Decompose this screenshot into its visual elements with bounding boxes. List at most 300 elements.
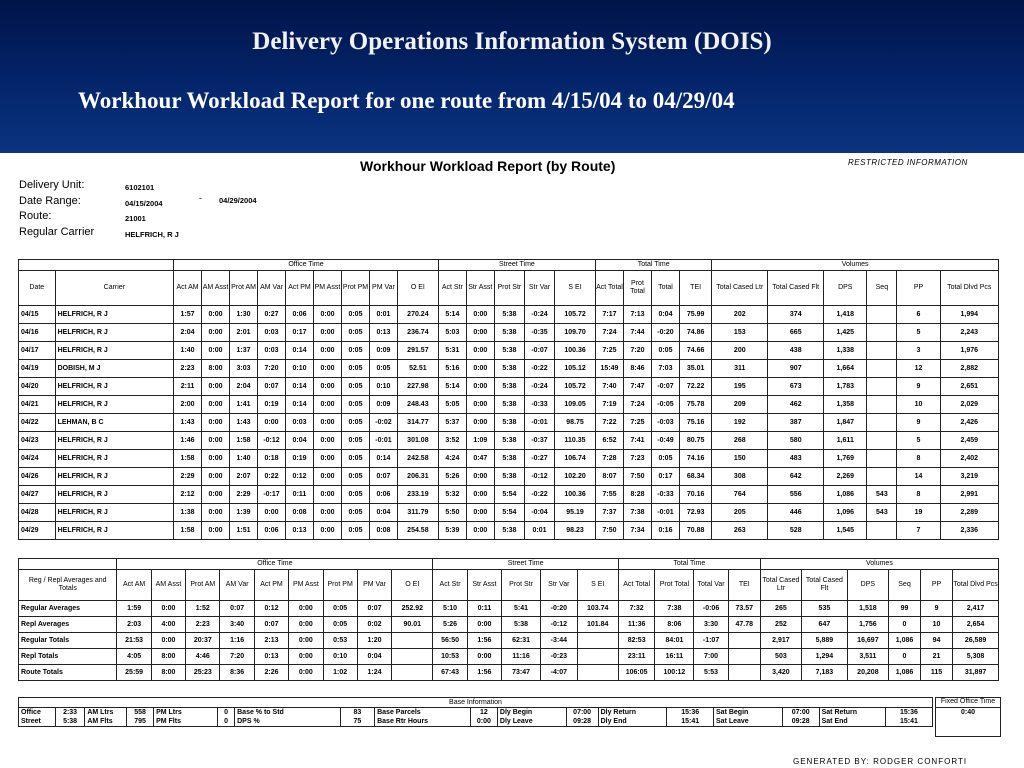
daily-cell: 6 — [897, 306, 940, 324]
summary-cell: 20,208 — [847, 665, 888, 681]
daily-cell: 0:10 — [286, 360, 314, 378]
daily-cell: 5:38 — [494, 342, 524, 360]
summary-cell: 0:12 — [254, 601, 288, 617]
daily-cell: 1:46 — [174, 432, 202, 450]
daily-cell: 0:05 — [651, 342, 679, 360]
daily-header-cell: Act Str — [438, 271, 466, 306]
daily-cell: 0:00 — [466, 504, 494, 522]
daily-cell: HELFRICH, R J — [55, 324, 173, 342]
daily-cell: 1,425 — [824, 324, 867, 342]
base-info-cell: 09:28 — [566, 717, 598, 727]
summary-group-blank — [19, 559, 117, 570]
daily-cell: 1:43 — [230, 414, 258, 432]
slide-title: Delivery Operations Information System (DOIS) — [252, 28, 772, 55]
daily-cell: 7:25 — [623, 414, 651, 432]
daily-cell: 2:04 — [230, 378, 258, 396]
daily-cell: 270.24 — [397, 306, 438, 324]
route-value: 21001 — [125, 214, 146, 223]
daily-cell: 438 — [768, 342, 824, 360]
summary-cell: 252 — [760, 617, 801, 633]
base-info-cell: Base Rtr Hours — [375, 717, 471, 727]
daily-group-office: Office Time — [174, 260, 439, 271]
daily-cell: 74.16 — [679, 450, 711, 468]
daily-cell: 8 — [897, 450, 940, 468]
summary-header-cell: Act PM — [254, 570, 288, 601]
summary-cell: 1:52 — [186, 601, 220, 617]
daily-cell: 1:58 — [174, 450, 202, 468]
daily-cell: 0:00 — [313, 342, 341, 360]
daily-cell: 0:00 — [313, 432, 341, 450]
daily-cell: 7:24 — [596, 324, 624, 342]
daily-cell: -0:33 — [651, 486, 679, 504]
daily-cell: 0:00 — [466, 306, 494, 324]
summary-cell: Regular Averages — [19, 601, 117, 617]
daily-cell: 04/27 — [19, 486, 56, 504]
summary-cell: 1,086 — [888, 633, 920, 649]
summary-cell: 0:53 — [323, 633, 357, 649]
daily-cell: 109.70 — [555, 324, 596, 342]
daily-cell: 0:05 — [341, 468, 369, 486]
base-info-cell: Base % to Std — [235, 708, 341, 718]
daily-cell: 0:05 — [341, 342, 369, 360]
daily-cell: 5:38 — [494, 378, 524, 396]
daily-cell: 04/28 — [19, 504, 56, 522]
route-label: Route: — [19, 210, 52, 222]
daily-cell: 0:18 — [258, 450, 286, 468]
daily-cell: 248.43 — [397, 396, 438, 414]
summary-header-cell: PM Var — [357, 570, 391, 601]
daily-cell: 0:07 — [369, 468, 397, 486]
summary-header-cell: Total Cased Flt — [802, 570, 848, 601]
range-to: 04/29/2004 — [219, 196, 257, 205]
daily-header-cell: Str Var — [524, 271, 554, 306]
daily-cell: 209 — [712, 396, 768, 414]
daily-cell: 5:38 — [494, 414, 524, 432]
daily-cell: -0:24 — [524, 306, 554, 324]
daily-cell: 0:00 — [313, 306, 341, 324]
daily-cell: 74.66 — [679, 342, 711, 360]
base-info-cell: Dly Return — [598, 708, 667, 718]
daily-cell: 0:00 — [466, 378, 494, 396]
daily-cell: 314.77 — [397, 414, 438, 432]
summary-cell: 7:38 — [655, 601, 694, 617]
daily-header-cell: Prot Total — [623, 271, 651, 306]
daily-cell: 100.36 — [555, 342, 596, 360]
daily-row — [19, 306, 999, 324]
daily-header-cell: Str Asst — [466, 271, 494, 306]
daily-header-cell: Seq — [867, 271, 897, 306]
daily-cell: 04/19 — [19, 360, 56, 378]
summary-cell: 5:38 — [502, 617, 541, 633]
summary-cell: 0:05 — [323, 601, 357, 617]
daily-cell: 2,426 — [940, 414, 998, 432]
daily-cell: 0:17 — [651, 468, 679, 486]
summary-header-cell: Act AM — [117, 570, 151, 601]
daily-cell: 7:20 — [623, 342, 651, 360]
daily-cell: 0:00 — [202, 450, 230, 468]
daily-cell: 0:00 — [202, 504, 230, 522]
daily-cell: 5 — [897, 324, 940, 342]
daily-cell: 1,976 — [940, 342, 998, 360]
daily-cell: 195 — [712, 378, 768, 396]
daily-cell: 5:37 — [438, 414, 466, 432]
daily-header-cell: DPS — [824, 271, 867, 306]
daily-cell: 0:05 — [341, 450, 369, 468]
daily-cell: 2:04 — [174, 324, 202, 342]
daily-cell: HELFRICH, R J — [55, 468, 173, 486]
summary-cell: 0:00 — [289, 601, 323, 617]
daily-cell: 0:05 — [341, 324, 369, 342]
daily-row — [19, 378, 999, 396]
summary-cell: 0:11 — [467, 601, 501, 617]
daily-cell: -0:49 — [651, 432, 679, 450]
summary-header-cell: S EI — [577, 570, 618, 601]
summary-cell: 3:40 — [220, 617, 254, 633]
daily-cell: 0:00 — [466, 396, 494, 414]
daily-cell: HELFRICH, R J — [55, 396, 173, 414]
base-info-row — [19, 708, 933, 718]
base-info-cell: Sat End — [819, 717, 885, 727]
daily-cell: HELFRICH, R J — [55, 342, 173, 360]
daily-cell: 80.75 — [679, 432, 711, 450]
daily-cell: 233.19 — [397, 486, 438, 504]
summary-header-cell: Str Asst — [467, 570, 501, 601]
summary-cell: 94 — [921, 633, 953, 649]
daily-cell: 7:40 — [596, 378, 624, 396]
daily-cell: 0:06 — [258, 522, 286, 540]
base-info-cell: 0 — [217, 717, 234, 727]
summary-cell: Regular Totals — [19, 633, 117, 649]
base-info-cell: 0 — [217, 708, 234, 718]
daily-cell: -0:20 — [651, 324, 679, 342]
daily-cell: 2,991 — [940, 486, 998, 504]
daily-cell: 100.36 — [555, 486, 596, 504]
daily-cell: 2,336 — [940, 522, 998, 540]
daily-cell: 0:05 — [341, 522, 369, 540]
daily-header-cell: PP — [897, 271, 940, 306]
range-label: Date Range: — [19, 194, 81, 207]
base-info-cell: 12 — [470, 708, 497, 718]
summary-cell: 73.57 — [728, 601, 760, 617]
daily-cell: -0:12 — [258, 432, 286, 450]
summary-cell: 647 — [802, 617, 848, 633]
daily-cell — [867, 378, 897, 396]
summary-cell: 115 — [921, 665, 953, 681]
daily-cell: 2,289 — [940, 504, 998, 522]
summary-cell: 4:05 — [117, 649, 151, 665]
daily-cell: 1,994 — [940, 306, 998, 324]
daily-cell: 0:05 — [651, 450, 679, 468]
base-info-cell: Dly Begin — [497, 708, 566, 718]
daily-cell: 1:39 — [230, 504, 258, 522]
fixed-office-time-value: 0:40 — [936, 707, 1000, 716]
daily-cell: 301.08 — [397, 432, 438, 450]
summary-cell: 10 — [921, 617, 953, 633]
daily-cell: 1:51 — [230, 522, 258, 540]
daily-cell: 556 — [768, 486, 824, 504]
daily-cell: 9 — [897, 414, 940, 432]
daily-cell: LEHMAN, B C — [55, 414, 173, 432]
daily-cell: 0:00 — [313, 396, 341, 414]
daily-cell: 04/26 — [19, 468, 56, 486]
daily-cell: 7:28 — [596, 450, 624, 468]
daily-cell: -0:35 — [524, 324, 554, 342]
daily-cell: 3,219 — [940, 468, 998, 486]
daily-cell: 105.12 — [555, 360, 596, 378]
daily-cell: 7 — [897, 522, 940, 540]
daily-cell — [867, 522, 897, 540]
daily-cell: 70.88 — [679, 522, 711, 540]
daily-cell: -0:03 — [651, 414, 679, 432]
summary-cell: 3,420 — [760, 665, 801, 681]
daily-cell: 52.51 — [397, 360, 438, 378]
daily-header-cell: Total — [651, 271, 679, 306]
summary-cell — [577, 665, 618, 681]
daily-cell: 2:23 — [174, 360, 202, 378]
summary-cell: 1:20 — [357, 633, 391, 649]
slide-banner — [0, 0, 1024, 153]
daily-cell: 0:00 — [202, 396, 230, 414]
base-info-cell: 07:00 — [782, 708, 819, 718]
summary-cell: 8:00 — [151, 665, 185, 681]
daily-cell: 7:50 — [623, 468, 651, 486]
daily-cell: 0:00 — [202, 432, 230, 450]
daily-cell: 1:09 — [466, 432, 494, 450]
daily-cell: -0:07 — [651, 378, 679, 396]
summary-cell: 23:11 — [618, 649, 655, 665]
daily-cell: 5:14 — [438, 306, 466, 324]
daily-cell: 04/24 — [19, 450, 56, 468]
daily-header-cell: AM Asst — [202, 271, 230, 306]
base-info-header: Base Information — [19, 698, 933, 708]
summary-cell: 90.01 — [392, 617, 433, 633]
daily-cell: 5:38 — [494, 306, 524, 324]
summary-cell: 84:01 — [655, 633, 694, 649]
fixed-office-time-label: Fixed Office Time — [940, 698, 996, 705]
daily-cell: 5:05 — [438, 396, 466, 414]
daily-cell: 0:17 — [286, 324, 314, 342]
summary-cell: 5:10 — [433, 601, 467, 617]
daily-cell: 4:24 — [438, 450, 466, 468]
daily-cell: 0:00 — [258, 504, 286, 522]
unit-label: Delivery Unit: — [19, 179, 85, 191]
summary-cell: 5,308 — [953, 649, 999, 665]
daily-cell: 5:38 — [494, 468, 524, 486]
summary-header-cell: O EI — [392, 570, 433, 601]
daily-cell: 2:01 — [230, 324, 258, 342]
daily-row — [19, 360, 999, 378]
daily-cell: 543 — [867, 504, 897, 522]
daily-cell: 0:00 — [466, 486, 494, 504]
summary-cell — [577, 633, 618, 649]
base-info-cell: Street — [19, 717, 56, 727]
daily-row — [19, 342, 999, 360]
summary-cell: 21:53 — [117, 633, 151, 649]
daily-cell: 0:00 — [313, 522, 341, 540]
summary-cell: 1:02 — [323, 665, 357, 681]
daily-cell: 7:34 — [623, 522, 651, 540]
daily-cell: -0:27 — [524, 450, 554, 468]
daily-cell: 0:03 — [286, 414, 314, 432]
daily-header-cell: PM Asst — [313, 271, 341, 306]
daily-cell: 0:14 — [286, 342, 314, 360]
daily-cell: 0:01 — [369, 306, 397, 324]
daily-cell: 0:14 — [286, 396, 314, 414]
summary-cell: 5:26 — [433, 617, 467, 633]
summary-header-cell: Prot PM — [323, 570, 357, 601]
summary-cell: 0:05 — [323, 617, 357, 633]
daily-cell: 0:00 — [313, 450, 341, 468]
summary-row — [19, 665, 999, 681]
daily-cell: 1,096 — [824, 504, 867, 522]
base-info-cell: 795 — [127, 717, 154, 727]
daily-cell: 1:38 — [174, 504, 202, 522]
daily-cell: 70.16 — [679, 486, 711, 504]
summary-cell: 2,417 — [953, 601, 999, 617]
daily-cell: 5:38 — [494, 432, 524, 450]
daily-cell: 483 — [768, 450, 824, 468]
daily-cell: 102.20 — [555, 468, 596, 486]
daily-cell: HELFRICH, R J — [55, 486, 173, 504]
daily-table — [18, 259, 999, 540]
summary-cell: 67:43 — [433, 665, 467, 681]
daily-cell: -0:12 — [524, 468, 554, 486]
summary-cell: 1:16 — [220, 633, 254, 649]
summary-header-cell: Act Str — [433, 570, 467, 601]
daily-cell: 0:05 — [341, 378, 369, 396]
daily-cell: -0:37 — [524, 432, 554, 450]
daily-cell: 5:38 — [494, 450, 524, 468]
daily-group-blank — [19, 260, 174, 271]
daily-cell: 5:50 — [438, 504, 466, 522]
daily-header-cell: AM Var — [258, 271, 286, 306]
daily-cell: 673 — [768, 378, 824, 396]
daily-cell: 109.05 — [555, 396, 596, 414]
daily-cell: 153 — [712, 324, 768, 342]
summary-header-cell: Reg / Repl Averages and Totals — [19, 570, 117, 601]
daily-cell: 0:04 — [369, 504, 397, 522]
daily-cell: 0:10 — [369, 378, 397, 396]
daily-cell: -0:17 — [258, 486, 286, 504]
summary-cell: 0:04 — [357, 649, 391, 665]
daily-cell: 907 — [768, 360, 824, 378]
daily-header-cell: Prot AM — [230, 271, 258, 306]
summary-cell: 4:00 — [151, 617, 185, 633]
daily-cell: 04/21 — [19, 396, 56, 414]
daily-cell: 2:29 — [230, 486, 258, 504]
daily-header-cell: Carrier — [55, 271, 173, 306]
daily-cell: 263 — [712, 522, 768, 540]
daily-cell: 5:38 — [494, 324, 524, 342]
summary-cell: 101.84 — [577, 617, 618, 633]
daily-cell: 0:05 — [369, 360, 397, 378]
daily-cell: 0:03 — [258, 324, 286, 342]
summary-cell — [392, 665, 433, 681]
base-info-cell: PM Flts — [154, 717, 218, 727]
daily-row — [19, 324, 999, 342]
daily-cell: 0:00 — [202, 468, 230, 486]
base-info-cell: Sat Return — [819, 708, 885, 718]
daily-cell: 75.99 — [679, 306, 711, 324]
daily-cell: 0:19 — [258, 396, 286, 414]
summary-cell: 2,654 — [953, 617, 999, 633]
daily-cell: 5:31 — [438, 342, 466, 360]
summary-cell: 1:59 — [117, 601, 151, 617]
daily-cell — [867, 342, 897, 360]
base-info-cell: Base Parcels — [375, 708, 471, 718]
daily-cell: 04/17 — [19, 342, 56, 360]
summary-cell: 1:56 — [467, 633, 501, 649]
summary-cell: -0:12 — [541, 617, 578, 633]
daily-cell: 2:12 — [174, 486, 202, 504]
daily-row — [19, 504, 999, 522]
daily-cell: 0:00 — [313, 486, 341, 504]
daily-header-cell: Act Total — [596, 271, 624, 306]
daily-cell: 7:13 — [623, 306, 651, 324]
daily-cell: 0:00 — [202, 486, 230, 504]
daily-cell: 665 — [768, 324, 824, 342]
summary-cell: 3,511 — [847, 649, 888, 665]
base-info-cell: 09:28 — [782, 717, 819, 727]
daily-cell: 1:37 — [230, 342, 258, 360]
daily-cell: 0:11 — [286, 486, 314, 504]
daily-cell: 374 — [768, 306, 824, 324]
daily-cell: 7:41 — [623, 432, 651, 450]
daily-cell: 7:23 — [623, 450, 651, 468]
summary-cell: 2,917 — [760, 633, 801, 649]
summary-cell: 5,889 — [802, 633, 848, 649]
daily-cell: 0:01 — [524, 522, 554, 540]
daily-cell: 0:00 — [313, 414, 341, 432]
daily-cell: 0:00 — [466, 522, 494, 540]
summary-header-cell: Act Total — [618, 570, 655, 601]
daily-cell: 308 — [712, 468, 768, 486]
daily-cell: 04/22 — [19, 414, 56, 432]
daily-cell: 75.78 — [679, 396, 711, 414]
daily-cell: 3:52 — [438, 432, 466, 450]
daily-cell: 1:40 — [174, 342, 202, 360]
daily-cell: 2,243 — [940, 324, 998, 342]
daily-cell: 35.01 — [679, 360, 711, 378]
daily-cell: 72.22 — [679, 378, 711, 396]
daily-cell: 1,783 — [824, 378, 867, 396]
daily-row — [19, 414, 999, 432]
daily-cell: 5:14 — [438, 378, 466, 396]
summary-cell: 4:46 — [186, 649, 220, 665]
summary-cell: 0:00 — [289, 665, 323, 681]
daily-cell: 200 — [712, 342, 768, 360]
daily-cell: 1,769 — [824, 450, 867, 468]
summary-cell: -3:44 — [541, 633, 578, 649]
daily-cell: 1,611 — [824, 432, 867, 450]
summary-cell — [728, 649, 760, 665]
summary-cell: 0:07 — [220, 601, 254, 617]
daily-cell: 5:32 — [438, 486, 466, 504]
daily-cell: 1:58 — [230, 432, 258, 450]
daily-cell: 2,402 — [940, 450, 998, 468]
daily-cell: 0:00 — [466, 342, 494, 360]
daily-cell: 1,545 — [824, 522, 867, 540]
daily-cell: 1:30 — [230, 306, 258, 324]
daily-cell: 0:07 — [258, 378, 286, 396]
daily-row — [19, 468, 999, 486]
summary-cell: 8:06 — [655, 617, 694, 633]
summary-header-cell: DPS — [847, 570, 888, 601]
daily-cell: 1:57 — [174, 306, 202, 324]
daily-cell: 7:44 — [623, 324, 651, 342]
summary-cell: 62:31 — [502, 633, 541, 649]
daily-cell: 98.75 — [555, 414, 596, 432]
